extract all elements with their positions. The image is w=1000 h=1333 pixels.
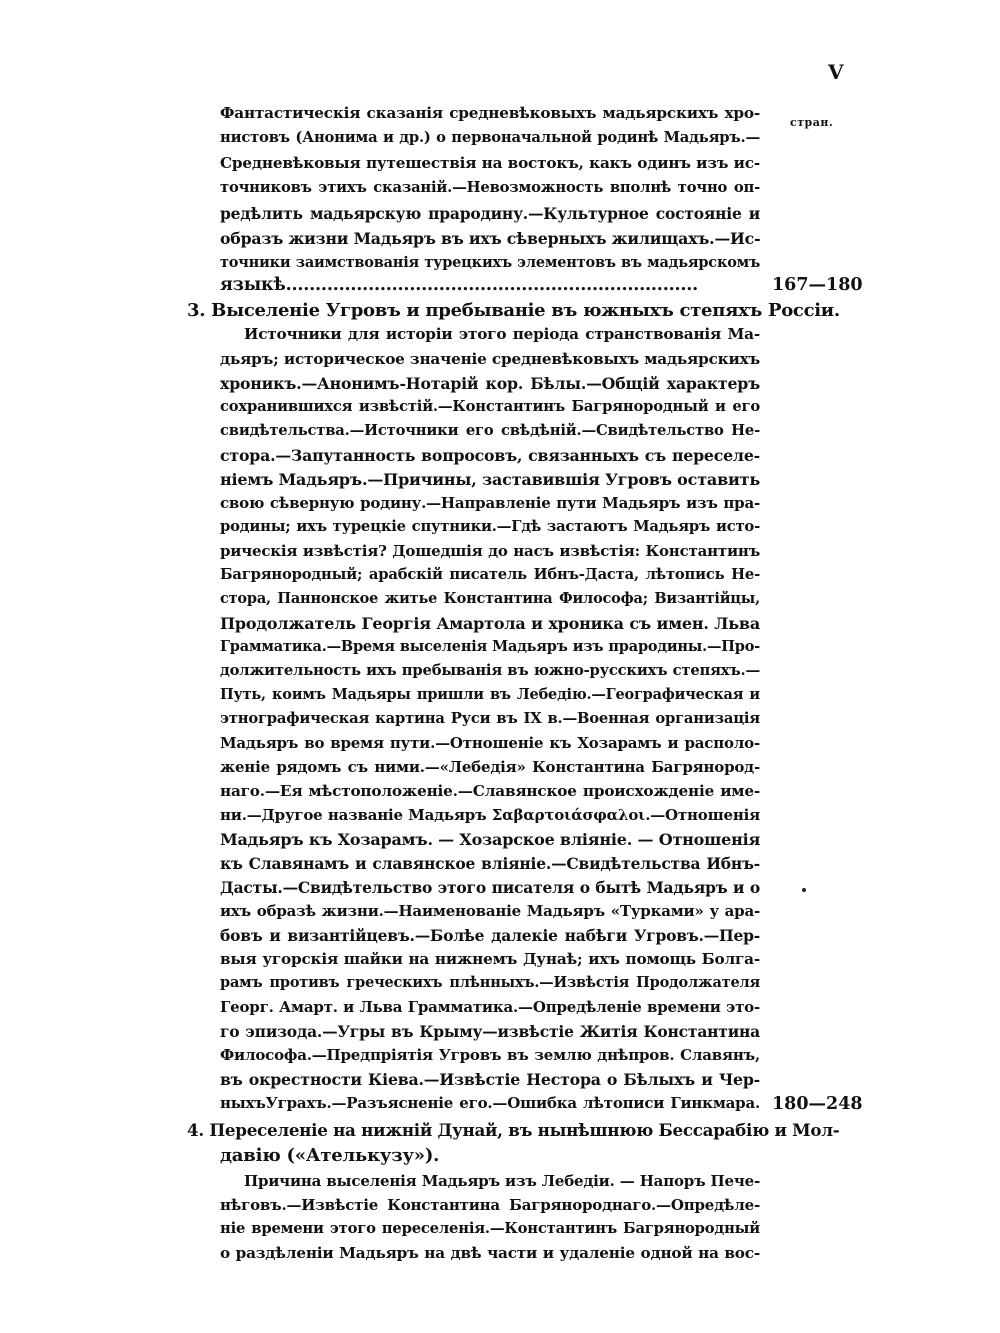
text-line: сохранившихся извѣстій.—Константинъ Багрянородный и его <box>220 398 760 415</box>
text-line: свидѣтельства.—Источники его свѣдѣній.—Свидѣтельство Не- <box>220 422 760 439</box>
text-line: о раздѣленіи Мадьяръ на двѣ части и удаленіе одной на вос- <box>220 1244 760 1262</box>
text-line: редѣлить мадьярскую прародину.—Культурное состояніе и <box>220 204 760 223</box>
text-line: стора, Паннонское житье Константина Философа; Византійцы, <box>220 590 760 607</box>
text-line: Георг. Амарт. и Льва Грамматика.—Опредѣленіе времени это- <box>220 998 760 1016</box>
text-line: рамъ противъ греческихъ плѣнныхъ.—Извѣстія Продолжателя <box>220 974 760 991</box>
text-line: Источники для исторіи этого періода странствованія Ма- <box>244 325 760 343</box>
text-line: Средневѣковыя путешествія на востокъ, какъ одинъ изъ ис- <box>220 154 760 172</box>
text-line: образъ жизни Мадьяръ въ ихъ сѣверныхъ жилищахъ.—Ис- <box>220 229 761 248</box>
text-line: точники заимствованія турецкихъ элементовъ въ мадьярскомъ <box>220 254 760 271</box>
text-line: Путь, коимъ Мадьяры пришли въ Лебедію.—Географическая и <box>220 686 760 703</box>
text-line: стора.—Запутанность вопросовъ, связанныхъ съ переселе- <box>220 446 760 465</box>
text-line: Дасты.—Свидѣтельство этого писателя о бытѣ Мадьяръ и о <box>220 878 760 897</box>
text-line: бовъ и византійцевъ.—Болѣе далекіе набѣги Угровъ.—Пер- <box>220 926 760 945</box>
text-line: родины; ихъ турецкіе спутники.—Гдѣ застаютъ Мадьяръ исто- <box>220 518 760 535</box>
text-line: Причина выселенія Мадьяръ изъ Лебедіи. — Напоръ Пече- <box>244 1172 760 1190</box>
page-range: 180—248 <box>772 1094 863 1114</box>
text-line: свою сѣверную родину.—Направленіе пути Мадьяръ изъ пра- <box>220 494 760 512</box>
text-line: ихъ образѣ жизни.—Наименованіе Мадьяръ «Турками» у ара- <box>220 902 760 920</box>
text-line: ни.—Другое названіе Мадьяръ Σαβαρτοιάσφαλοι.—Отношенія <box>220 806 760 824</box>
text-line: нистовъ (Анонима и др.) о первоначальной родинѣ Мадьяръ.— <box>220 129 760 146</box>
text-line: этнографическая картина Руси въ IX в.—Военная организація <box>220 710 760 727</box>
text-line: рическія извѣстія? Дошедшія до насъ извѣстія: Константинъ <box>220 542 760 560</box>
page-range: 167—180 <box>772 275 863 295</box>
text-line: дьяръ; историческое значеніе средневѣковыхъ мадьярскихъ <box>220 350 760 368</box>
text-line: выя угорскія шайки на нижнемъ Дунаѣ; ихъ помощь Болга- <box>220 950 760 968</box>
section-heading: 4. Переселеніе на нижній Дунай, въ нынѣшнюю Бессарабію и Мол- <box>187 1120 840 1140</box>
ink-dot <box>802 888 806 892</box>
text-line: языкѣ...................................................................... <box>220 275 699 295</box>
text-line: должительность ихъ пребыванія въ южно-русскихъ степяхъ.— <box>220 662 760 679</box>
text-line: Продолжатель Георгія Амартола и хроника съ имен. Льва <box>220 614 760 633</box>
text-line: Грамматика.—Время выселенія Мадьяръ изъ прародины.—Про- <box>220 638 760 655</box>
page-number: V <box>828 60 844 84</box>
text-line: хроникъ.—Анонимъ-Нотарій кор. Бѣлы.—Общій характеръ <box>220 374 760 393</box>
section-heading: 3. Выселеніе Угровъ и пребываніе въ южныхъ степяхъ Россіи. <box>187 300 840 321</box>
text-line: женіе рядомъ съ ними.—«Лебедія» Константина Багрянород- <box>220 758 760 776</box>
text-line: Философа.—Предпріятія Угровъ въ землю днѣпров. Славянъ, <box>220 1046 760 1064</box>
text-line: точниковъ этихъ сказаній.—Невозможность вполнѣ точно оп- <box>220 179 760 196</box>
text-line: Мадьяръ къ Хозарамъ. — Хозарское вліяніе. — Отношенія <box>220 830 761 849</box>
pages-column-label: стран. <box>790 116 834 129</box>
text-line: ніе времени этого переселенія.—Константинъ Багрянородный <box>220 1220 760 1237</box>
text-line: Фантастическія сказанія средневѣковыхъ мадьярскихъ хро- <box>220 104 760 122</box>
section-heading-continued: давію («Ателькузу»). <box>220 1145 440 1166</box>
text-line: Багрянородный; арабскій писатель Ибнъ-Даста, лѣтопись Не- <box>220 566 760 583</box>
text-line: наго.—Ея мѣстоположеніе.—Славянское происхожденіе име- <box>220 782 760 800</box>
text-line: Мадьяръ во время пути.—Отношеніе къ Хозарамъ и располо- <box>220 734 760 752</box>
text-line: нѣговъ.—Извѣстіе Константина Багрянороднаго.—Опредѣле- <box>220 1196 760 1214</box>
text-line: ныхъУграхъ.—Разъясненіе его.—Ошибка лѣтописи Гинкмара. <box>220 1094 760 1112</box>
text-line: въ окрестности Кіева.—Извѣстіе Нестора о Бѣлыхъ и Чер- <box>220 1070 760 1089</box>
text-line: ніемъ Мадьяръ.—Причины, заставившія Угровъ оставить <box>220 470 761 489</box>
text-line: къ Славянамъ и славянское вліяніе.—Свидѣтельства Ибнъ- <box>220 854 760 873</box>
text-line: го эпизода.—Угры въ Крыму—извѣстіе Житія Константина <box>220 1022 760 1041</box>
